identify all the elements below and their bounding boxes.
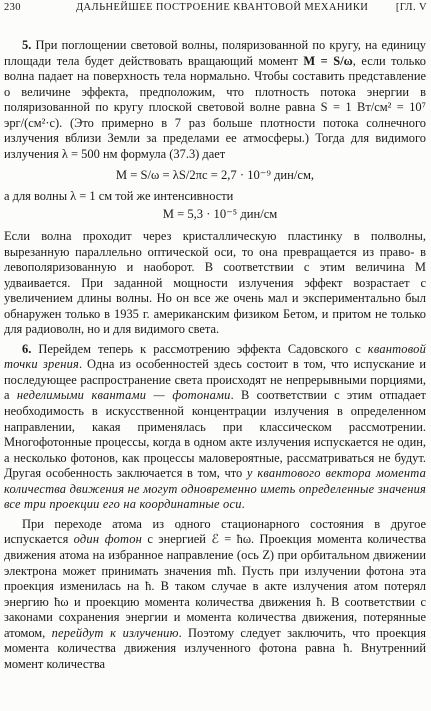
paragraph-section-5 xyxy=(4,38,426,162)
paragraph-photon-emission xyxy=(4,517,426,672)
s6-emphasis-1: квантовой точки зрения xyxy=(4,341,426,372)
s5-text-1: При поглощении световой волны, поляризованной по кругу, на единицу площади тела будет действовать вращающий момент xyxy=(4,38,426,68)
paragraph-section-6 xyxy=(4,342,426,513)
torque-equation: M = S/ω xyxy=(303,53,353,68)
running-title: ДАЛЬНЕЙШЕЕ ПОСТРОЕНИЕ КВАНТОВОЙ МЕХАНИКИ xyxy=(76,2,369,13)
p3-text-3: . Поэтому следует заключить, что проекция момента количества движения излученного фотона равна ħ. Внутренний момент количества xyxy=(4,625,426,671)
s6-text-2: . Одна из особенностей здесь состоит в том, что испускание и последующее распространение света происходят не непрерывными порциями, а xyxy=(4,357,427,403)
s5-text-2: , если только волна падает на поверхность тела нормально. Чтобы составить представление о величине эффекта, предположим, что плотность потока энергии в поляризованной по кругу плоской световой волне равна S = 1 Вт/см² = 10⁷ эрг/(см²·с). (Это примерно в 7 раз больше плотности потока солнечного излучения вблизи Земли за пределами ее атмосферы.) Тогда для видимого излучения λ = 500 нм формула (37.3) дает xyxy=(4,53,426,161)
section-number-5: 5. xyxy=(22,38,32,52)
paragraph-crystal-plate: Если волна проходит через кристаллическую пластинку в полволны, вырезанную параллельно оптической оси, то она превращается из право- в левополяризованную и наоборот. В соответствии с этим величина M удваивается. При заданной мощности излучения эффект возрастает с увеличением длины волны. Но он все же очень мал и экспериментально был обнаружен только в 1935 г. американским физиком Бетом, и притом не только для радиоволн, но и для видимого света. xyxy=(4,229,426,337)
section-number-6: 6. xyxy=(22,341,32,356)
s5-text-3: а для волны λ = 1 см той же интенсивности xyxy=(4,188,234,203)
page-number: 230 xyxy=(4,2,21,13)
p3-text-1: При переходе атома из одного стационарного состояния в другое испускается xyxy=(4,516,426,547)
page-body xyxy=(4,38,426,672)
running-header xyxy=(4,2,427,18)
s6-text-3: . В соответствии с этим отпадает необходимость в искусственной концентрации излучения в определенном направлении, какая применялась при классическом рассмотрении. Многофотонные процессы, когда в одном акте излучения испускается не один, а несколько фотонов, как процессы маловероятные, рассматриваться не будут. Другая особенность заключается в том, что xyxy=(4,388,426,481)
p3-text-2: с энергией ℰ = ħω. Проекция момента количества движения атома на избранное направление (ось Z) при орбитальном движении электрона может принимать значения mħ. Пусть при излучении фотона эта проекция изменилась на ħ. В таком случае в акте излучения атом потерял энергию ħω и проекцию момента количества движения ħ. В соответствии с законами сохранения энергии и момента количества движения, потерянные атомом, xyxy=(4,532,426,640)
formula-visible-light: M = S/ω = λS/2πc = 2,7 · 10⁻⁹ дин/см, xyxy=(115,168,315,183)
s6-emphasis-3: у квантового вектора момента количества движения не могут одновременно иметь определенные значения все три проекции его на координатные оси xyxy=(4,466,427,512)
p3-emphasis-1: один фотон xyxy=(73,532,143,547)
p3-emphasis-2: перейдут к излучению xyxy=(51,625,179,640)
s6-emphasis-2: неделимыми квантами — фотонами xyxy=(16,388,231,403)
formula-radio-wave: M = 5,3 · 10⁻⁵ дин/см xyxy=(162,207,278,222)
s6-text-4: . xyxy=(241,497,245,512)
chapter-marker: [ГЛ. V xyxy=(395,2,427,13)
s6-text-1: Перейдем теперь к рассмотрению эффекта Садовского с xyxy=(31,341,368,356)
